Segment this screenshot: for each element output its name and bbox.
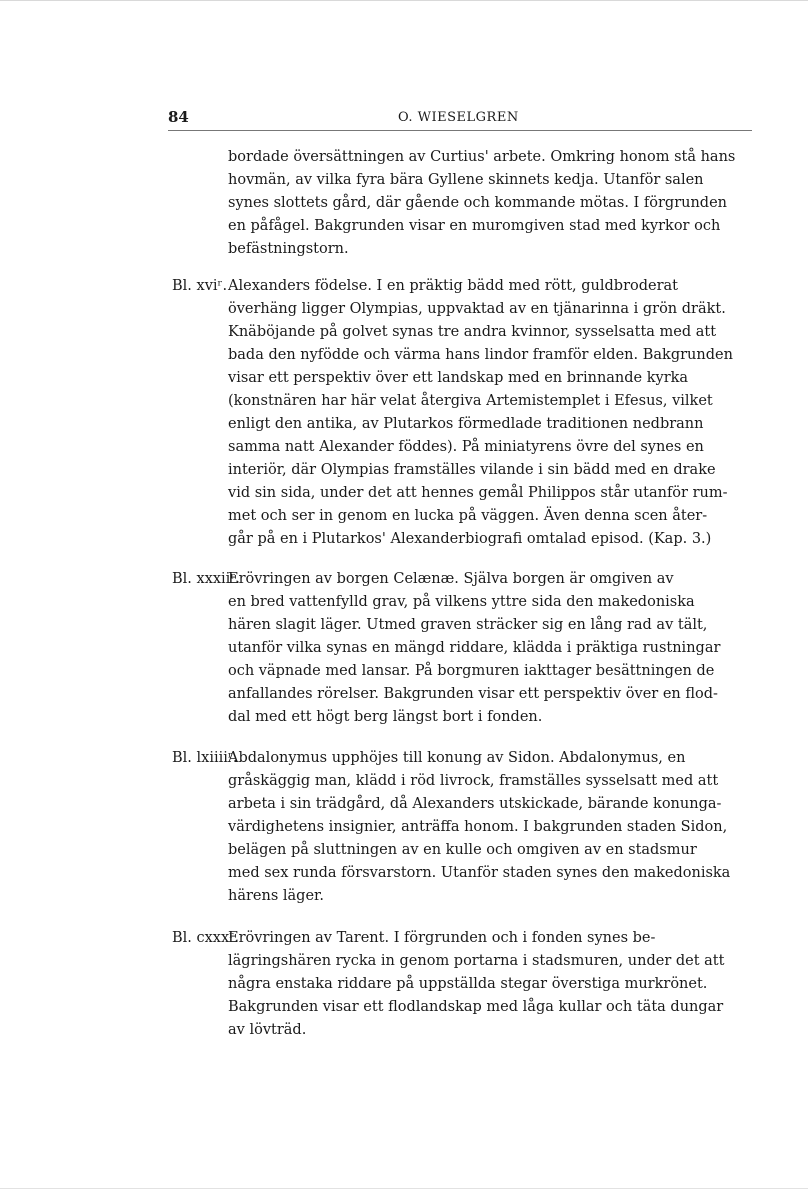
text-line: hären slagit läger. Utmed graven sträcker sig en lång rad av tält, (228, 617, 708, 633)
text-line: befästningstorn. (228, 241, 349, 257)
entry-label: Bl. xxxiiʳ. (172, 571, 240, 587)
text-line: dal med ett högt berg längst bort i fonden. (228, 709, 543, 725)
page-number: 84 (168, 108, 189, 126)
text-line: visar ett perspektiv över ett landskap med en brinnande kyrka (228, 370, 689, 386)
text-line: enligt den antika, av Plutarkos förmedlade traditionen nedbrann (228, 416, 704, 432)
text-line: Alexanders födelse. I en präktig bädd med rött, guldbroderat (228, 278, 679, 294)
text-line: belägen på sluttningen av en kulle och omgiven av en stadsmur (228, 842, 697, 858)
text-line: arbeta i sin trädgård, då Alexanders utskickade, bärande konunga- (228, 796, 722, 812)
text-line: av lövträd. (228, 1022, 307, 1038)
running-title: O. WIESELGREN (398, 110, 519, 125)
text-line: gråskäggig man, klädd i röd livrock, framställes sysselsatt med att (228, 773, 719, 789)
text-line: Erövringen av Tarent. I förgrunden och i fonden synes be- (228, 930, 656, 946)
text-line: interiör, där Olympias framställes vilande i sin bädd med en drake (228, 462, 716, 478)
entry-label: Bl. xviʳ. (172, 278, 228, 294)
text-line: lägringshären rycka in genom portarna i stadsmuren, under det att (228, 953, 725, 969)
text-line: met och ser in genom en lucka på väggen. Även denna scen åter- (228, 508, 708, 524)
entry-bl-cxxx (172, 927, 756, 1042)
text-line: och väpnade med lansar. På borgmuren iakttager besättningen de (228, 663, 715, 679)
text-line: anfallandes rörelser. Bakgrunden visar ett perspektiv över en flod- (228, 686, 718, 702)
text-line: går på en i Plutarkos' Alexanderbiografi omtalad episod. (Kap. 3.) (228, 531, 712, 547)
text-line: Knäböjande på golvet synas tre andra kvinnor, sysselsatta med att (228, 324, 717, 340)
text-line: bada den nyfödde och värma hans lindor framför elden. Bakgrunden (228, 347, 733, 363)
entry-bl-xxxii (172, 568, 756, 729)
text-line: en påfågel. Bakgrunden visar en muromgiven stad med kyrkor och (228, 218, 721, 234)
entry-continuation (172, 146, 756, 261)
running-head (168, 108, 752, 131)
text-line: Abdalonymus upphöjes till konung av Sidon. Abdalonymus, en (228, 750, 686, 766)
text-line: utanför vilka synas en mängd riddare, klädda i präktiga rustningar (228, 640, 721, 656)
text-line: Erövringen av borgen Celænæ. Själva borgen är omgiven av (228, 571, 674, 587)
text-line: Bakgrunden visar ett flodlandskap med låga kullar och täta dungar (228, 999, 724, 1015)
text-line: några enstaka riddare på uppställda stegar överstiga murkrönet. (228, 976, 708, 992)
page-bottom-rule (0, 1188, 808, 1189)
entry-label: Bl. lxiiiiʳ. (172, 750, 238, 766)
text-line: vid sin sida, under det att hennes gemål Philippos står utanför rum- (228, 485, 728, 501)
text-line: hovmän, av vilka fyra bära Gyllene skinnets kedja. Utanför salen (228, 172, 704, 188)
entry-label: Bl. cxxxʳ. (172, 930, 239, 946)
text-line: med sex runda försvarstorn. Utanför staden synes den makedoniska (228, 865, 731, 881)
entry-bl-lxiiii (172, 747, 756, 908)
text-line: synes slottets gård, där gående och kommande mötas. I förgrunden (228, 195, 728, 211)
text-line: (konstnären har här velat återgiva Artemistemplet i Efesus, vilket (228, 393, 713, 409)
text-line: samma natt Alexander föddes). På miniatyrens övre del synes en (228, 439, 704, 455)
text-line: en bred vattenfylld grav, på vilkens yttre sida den makedoniska (228, 594, 695, 610)
page-top-rule (0, 0, 808, 1)
entry-bl-xvi (172, 275, 756, 551)
text-line: bordade översättningen av Curtius' arbete. Omkring honom stå hans (228, 149, 736, 165)
text-line: överhäng ligger Olympias, uppvaktad av en tjänarinna i grön dräkt. (228, 301, 726, 317)
text-line: värdighetens insignier, anträffa honom. I bakgrunden staden Sidon, (228, 819, 728, 835)
text-line: härens läger. (228, 888, 324, 904)
